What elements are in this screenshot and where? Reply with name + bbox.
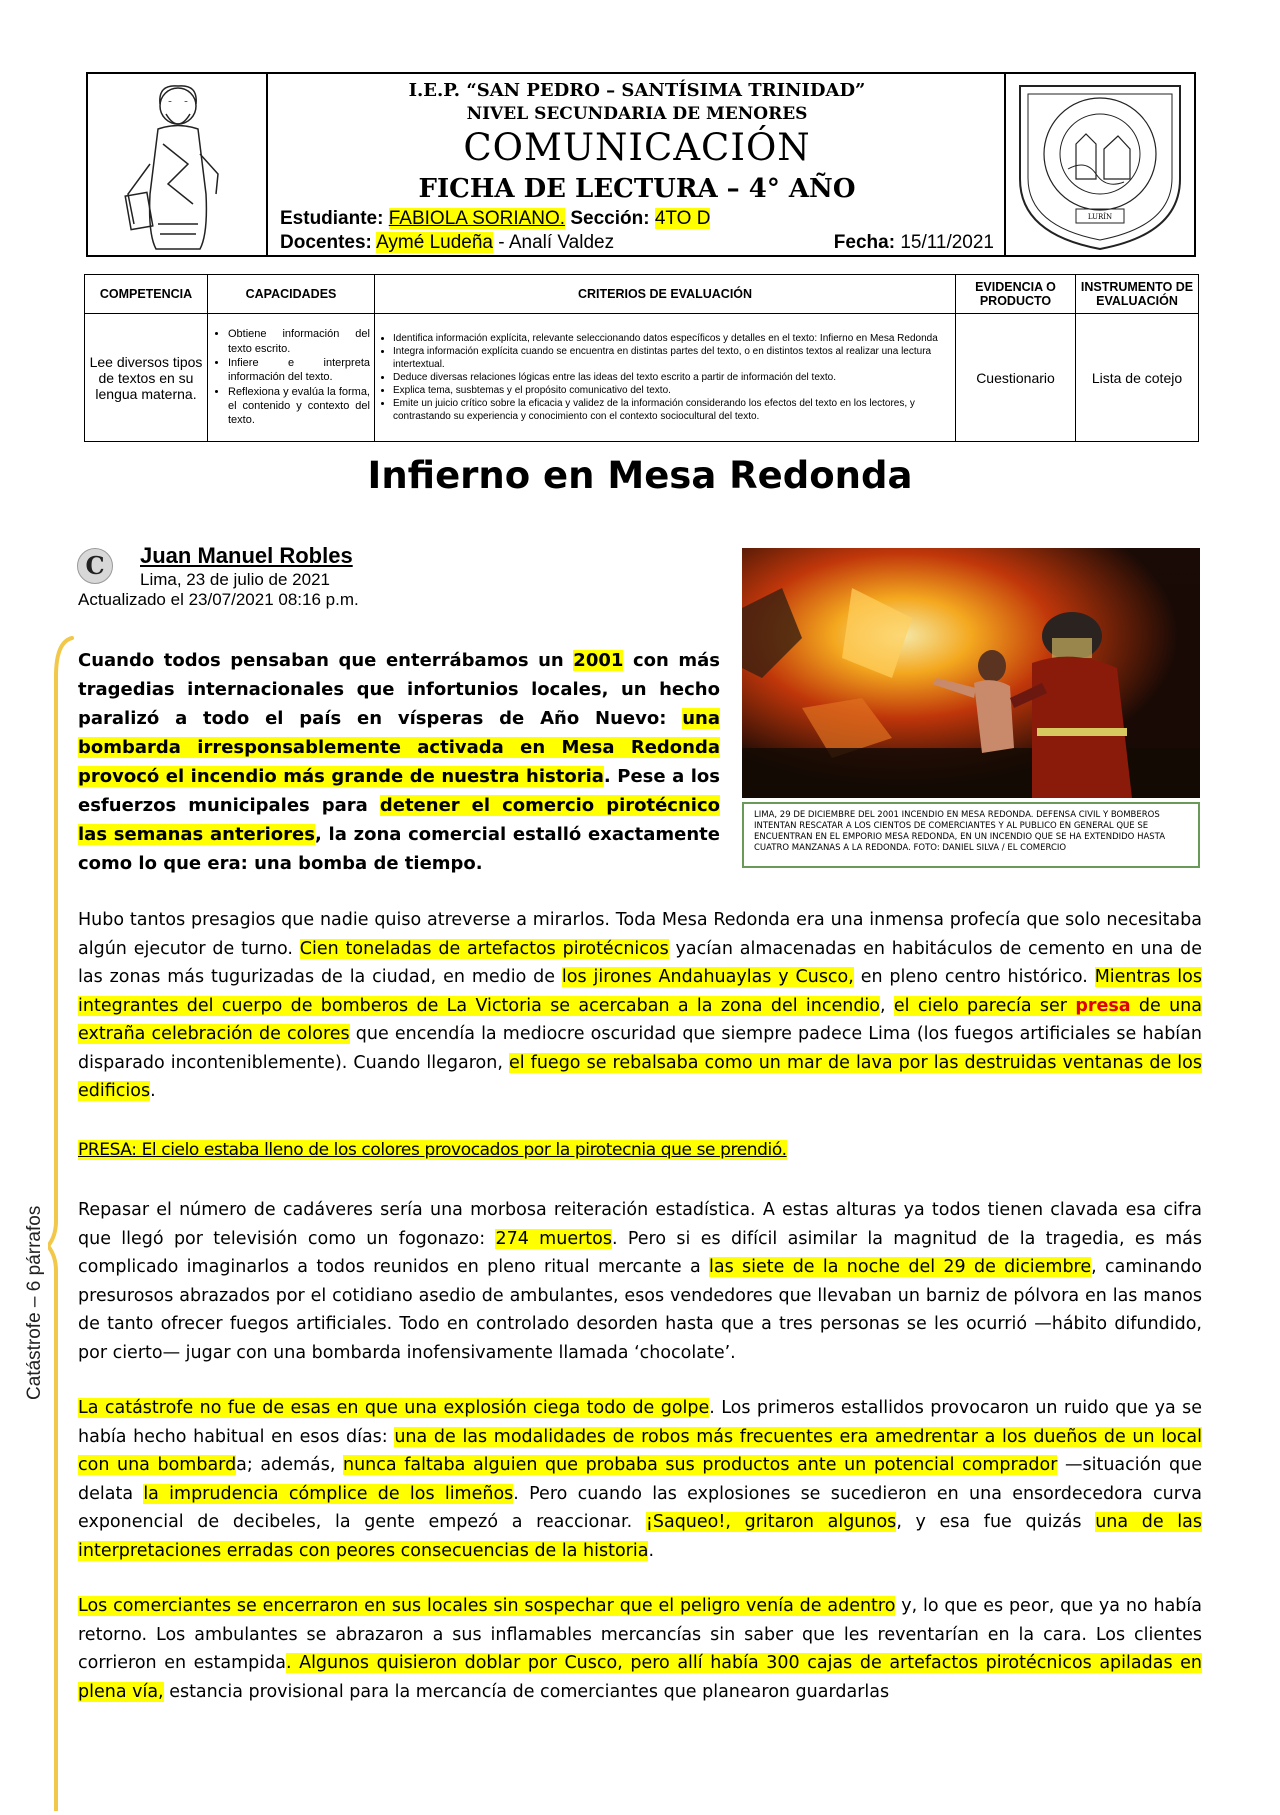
dateline: Lima, 23 de julio de 2021: [140, 570, 330, 589]
highlighted-text: una de las modalidades de robos más frecuentes era amedrentar a los dueños de un local con una bombard: [78, 1426, 1203, 1475]
header-center: [268, 74, 1006, 255]
highlighted-text: 274 muertos: [495, 1228, 612, 1249]
teacher-1: Aymé Ludeña: [376, 232, 493, 253]
text-run: —situación que delata: [78, 1455, 1202, 1504]
highlighted-text: Mientras los integrantes del cuerpo de bomberos de La Victoria se acercaban a la zona del incendio: [78, 967, 1202, 1016]
cell-evidencia: Cuestionario: [956, 314, 1076, 442]
highlighted-text: Cien toneladas de artefactos pirotécnicos: [299, 938, 669, 959]
text-run: que encendía la mediocre oscuridad que siempre padece Lima (los fuegos artificiales se habían disparado inconteniblemente). Cuando llegaron,: [78, 1024, 1202, 1073]
list-item: • Deduce diversas relaciones lógicas entre las ideas del texto escrito a partir de información del texto.: [393, 371, 951, 384]
text-run: con más tragedias internacionales que infortunios locales, un hecho paralizó a todo el país en vísperas de Año Nuevo:: [78, 650, 720, 729]
highlighted-text: . Algunos quisieron doblar por Cusco, pero allí había 300 cajas de artefactos pirotécnicos apiladas en plena vía,: [78, 1653, 1202, 1702]
updated-timestamp: Actualizado el 23/07/2021 08:16 p.m.: [78, 590, 359, 609]
text-run: ,: [880, 995, 894, 1016]
highlighted-text: 2001: [573, 650, 624, 671]
student-row: [280, 208, 710, 230]
highlighted-text: de una extraña celebración de colores: [78, 995, 1202, 1044]
presa-note: PRESA: El cielo estaba lleno de los colores provocados por la pirotecnia que se prendió.: [78, 1140, 787, 1160]
highlighted-text: los jirones Andahuaylas y Cusco,: [561, 967, 854, 987]
text-run: yacían almacenadas en habitáculos de cemento en una de las zonas más tugurizadas de la ciudad, en medio de: [78, 938, 1202, 987]
cell-instrumento: Lista de cotejo: [1076, 314, 1199, 442]
text-run: . Pese a los esfuerzos municipales para: [78, 766, 721, 816]
text-run: . Pero si es difícil asimilar la magnitud de la tragedia, es más complicado imaginarlos a todos reunidos en pleno ritual mercante a: [78, 1228, 1202, 1277]
teacher-2: - Analí Valdez: [493, 232, 615, 253]
paragraph-4: [78, 1592, 1202, 1706]
subject-title: COMUNICACIÓN: [463, 126, 811, 169]
list-item: • Emite un juicio crítico sobre la eficacia y validez de la información considerando los efectos del texto en los lectores, y contrastando su experiencia y conocimiento con el contexto sociocultural del texto.: [393, 397, 951, 423]
cell-criterios: [375, 314, 956, 442]
highlighted-text: el fuego se rebalsaba como un mar de lava por las destruidas ventanas de los edificios: [78, 1052, 1202, 1101]
text-run: .: [648, 1540, 655, 1561]
teachers-label: Docentes:: [280, 232, 372, 253]
header-capacidades: CAPACIDADES: [208, 275, 375, 314]
date-value: 15/11/2021: [900, 232, 994, 253]
highlighted-text: las siete de la noche del 29 de diciembre: [708, 1257, 1092, 1277]
table-header-row: [85, 275, 1199, 314]
date-label: Fecha:: [833, 232, 896, 253]
saint-peter-logo: [88, 74, 268, 255]
list-item: • Explica tema, susbtemas y el propósito comunicativo del texto.: [393, 384, 951, 397]
text-run: estancia provisional para la mercancía de comerciantes que planearon guardarlas: [163, 1681, 890, 1702]
teachers-row: [280, 232, 614, 254]
paragraph-2: [78, 1196, 1202, 1367]
highlighted-text: nunca faltaba alguien que probaba sus productos ante un potencial comprador: [343, 1455, 1058, 1475]
highlighted-text: Los comerciantes se encerraron en sus locales sin sospechar que el peligro venía de adentro: [78, 1596, 896, 1616]
student-name: FABIOLA SORIANO.: [388, 208, 566, 229]
paragraph-3: [78, 1394, 1202, 1565]
list-item: • Integra información explícita cuando se encuentra en distintas partes del texto, o en distintos textos al realizar una lectura intertextual.: [393, 345, 951, 371]
header-instrumento: INSTRUMENTO DE EVALUACIÓN: [1076, 275, 1199, 314]
school-name: I.E.P. “SAN PEDRO – SANTÍSIMA TRINIDAD”: [408, 80, 866, 101]
sheet-title: FICHA DE LECTURA – 4° AÑO: [418, 174, 856, 204]
list-item: • Infiere e interpreta información del texto.: [228, 356, 370, 385]
text-run: , caminando presurosos abrazados por el cotidiano asedio de ambulantes, esos vendedores que llevaban un barniz de pólvora en las manos de tanto ofrecer fuegos artificiales. Todo en controlado desorden hasta que a tres personas se les ocurrió —hábito difundido, por cierto— jugar con una bombarda inofensivamente llamada ‘chocolate’.: [78, 1257, 1202, 1363]
text-run: . Pero cuando las explosiones se sucedieron en una ensordecedora curva exponencial de decibeles, la gente empezó a reaccionar.: [78, 1483, 1203, 1532]
competency-table: [84, 274, 1199, 442]
highlighted-text: ¡Saqueo!, gritaron algunos: [645, 1512, 897, 1532]
highlighted-text: una de las interpretaciones erradas con peores consecuencias de la historia: [78, 1512, 1202, 1561]
fire-photo: [742, 548, 1200, 798]
table-row: [85, 314, 1199, 442]
cell-capacidades: [208, 314, 375, 442]
text-run: .: [150, 1081, 156, 1101]
student-label: Estudiante:: [280, 208, 384, 229]
highlighted-text: La catástrofe no fue de esas en que una explosión ciega todo de golpe: [78, 1398, 710, 1418]
highlighted-text: la imprudencia cómplice de los limeños: [143, 1483, 514, 1504]
cell-competencia: Lee diversos tipos de textos en su lengua materna.: [85, 314, 208, 442]
document-header: [86, 72, 1196, 257]
seal-bottom-text: LURÍN: [1087, 213, 1113, 221]
highlighted-text: el cielo parecía ser: [893, 995, 1076, 1016]
text-run: y, lo que es peor, que ya no había retorno. Los ambulantes se abrazaron a sus inflamables mercancías sin saber que les reventarían en la cara. Los clientes corrieron en estampida: [78, 1596, 1202, 1673]
highlighted-keyword: presa: [1075, 995, 1131, 1016]
lead-paragraph: [78, 646, 720, 878]
text-run: Hubo tantos presagios que nadie quiso atreverse a mirarlos. Toda Mesa Redonda era una inmensa profecía que solo necesitaba algún ejecutor de turno.: [78, 910, 1202, 959]
side-note: [8, 1202, 68, 1402]
list-item: • Identifica información explícita, relevante seleccionando datos específicos y detalles en el texto: Infierno en Mesa Redonda: [393, 332, 951, 345]
text-run: , la zona comercial estalló exactamente como lo que era: una bomba de tiempo.: [78, 824, 720, 874]
photo-caption: LIMA, 29 DE DICIEMBRE DEL 2001 INCENDIO EN MESA REDONDA. DEFENSA CIVIL Y BOMBEROS INTENTAN RESCATAR A LOS CIENTOS DE COMERCIANTES Y AL PUBLICO EN GENERAL QUE SE ENCUENTRAN EN EL EMPORIO MESA REDONDA, EN UN INCENDIO QUE SE HA EXTENDIDO HASTA CUATRO MANZANAS A LA REDONDA. FOTO: DANIEL SILVA / EL COMERCIO: [742, 802, 1200, 868]
highlighted-text: una bombarda irresponsablemente activada en Mesa Redonda provocó el incendio más grande de nuestra historia: [78, 708, 720, 787]
side-note-text: Catástrofe – 6 párrafos: [24, 1205, 45, 1400]
text-run: Cuando todos pensaban que enterrábamos un: [78, 650, 574, 671]
header-competencia: COMPETENCIA: [85, 275, 208, 314]
section-value: 4TO D: [654, 208, 711, 229]
article-title: Infierno en Mesa Redonda: [367, 454, 913, 497]
header-evidencia: EVIDENCIA O PRODUCTO: [956, 275, 1076, 314]
author-name[interactable]: Juan Manuel Robles: [140, 543, 353, 568]
text-run: en pleno centro histórico.: [853, 967, 1095, 987]
school-seal-logo: [1004, 74, 1194, 255]
header-criterios: CRITERIOS DE EVALUACIÓN: [375, 275, 956, 314]
list-item: • Reflexiona y evalúa la forma, el contenido y contexto del texto.: [228, 385, 370, 428]
school-level: NIVEL SECUNDARIA DE MENORES: [466, 104, 808, 124]
text-run: , y esa fue quizás: [896, 1512, 1096, 1532]
paragraph-1: [78, 906, 1202, 1106]
text-run: . Los primeros estallidos provocaron un ruido que ya se había hecho habitual en esos días:: [78, 1398, 1202, 1447]
date-row: [834, 232, 994, 254]
list-item: • Obtiene información del texto escrito.: [228, 327, 370, 356]
text-run: a; además,: [236, 1455, 343, 1475]
text-run: Repasar el número de cadáveres sería una morbosa reiteración estadística. A estas alturas ya todos tienen clavada esa cifra que llegó por televisión como un fogonazo:: [78, 1200, 1202, 1249]
author-avatar-icon: C: [77, 548, 113, 584]
highlighted-text: detener el comercio pirotécnico las semanas anteriores: [78, 795, 720, 845]
section-label: Sección:: [570, 208, 650, 229]
